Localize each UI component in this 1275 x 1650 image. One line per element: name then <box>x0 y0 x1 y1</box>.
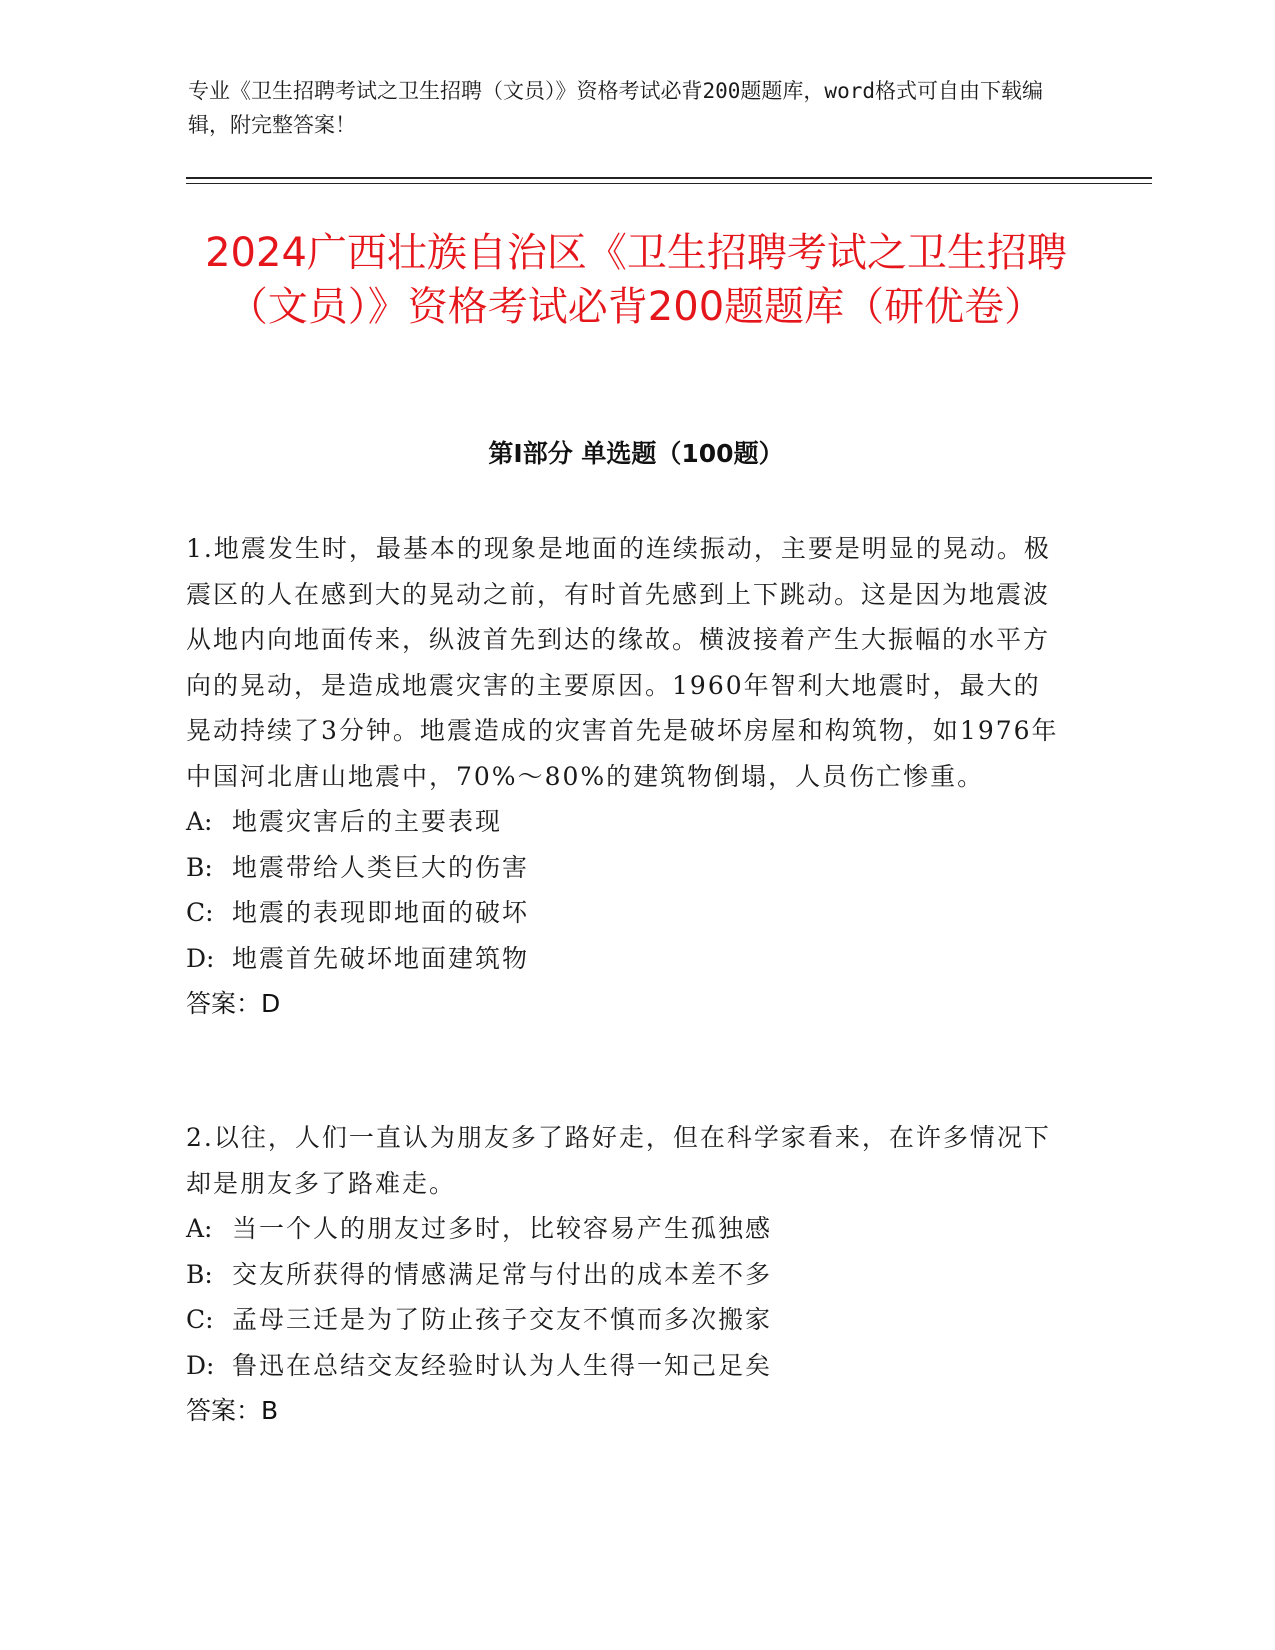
header-divider-thin <box>186 183 1152 184</box>
option-text: 交友所获得的情感满足常与付出的成本差不多 <box>232 1259 773 1289</box>
answer-line: 答案：D <box>186 989 281 1018</box>
option-key: C: <box>186 1305 214 1334</box>
header-note: 专业《卫生招聘考试之卫生招聘（文员）》资格考试必背200题题库，word格式可自由下载编辑，附完整答案！ <box>188 79 1043 137</box>
question-stem: 2.以往，人们一直认为朋友多了路好走，但在科学家看来，在许多情况下却是朋友多了路难走。 <box>186 1123 1051 1198</box>
option-text: 地震灾害后的主要表现 <box>232 807 503 836</box>
answer-line: 答案：B <box>186 1396 279 1425</box>
option-key: A: <box>186 807 213 836</box>
option-a <box>186 799 1066 845</box>
option-text: 当一个人的朋友过多时，比较容易产生孤独感 <box>232 1214 773 1243</box>
option-key: B: <box>186 1259 213 1289</box>
section-heading: 第I部分 单选题（100题） <box>488 439 784 468</box>
option-c <box>186 890 1066 936</box>
question-2 <box>186 1115 1066 1434</box>
option-text: 地震带给人类巨大的伤害 <box>232 852 530 882</box>
option-key: B: <box>186 852 213 882</box>
option-text: 鲁迅在总结交友经验时认为人生得一知己足矣 <box>232 1350 773 1380</box>
document-title: 2024广西壮族自治区《卫生招聘考试之卫生招聘（文员）》资格考试必背200题题库（研优卷） <box>205 230 1067 330</box>
option-key: D: <box>186 1350 215 1380</box>
option-d <box>186 936 1066 982</box>
option-d <box>186 1343 1066 1389</box>
option-key: A: <box>186 1214 213 1243</box>
option-key: D: <box>186 943 215 973</box>
question-stem: 1.地震发生时，最基本的现象是地面的连续振动，主要是明显的晃动。极震区的人在感到大的晃动之前，有时首先感到上下跳动。这是因为地震波从地内向地面传来，纵波首先到达的缘故。横波接着产生大振幅的水平方向的晃动，是造成地震灾害的主要原因。1960年智利大地震时，最大的晃动持续了3分钟。地震造成的灾害首先是破坏房屋和构筑物，如1976年中国河北唐山地震中，70%～80%的建筑物倒塌，人员伤亡惨重。 <box>186 534 1059 791</box>
option-a <box>186 1206 1066 1252</box>
option-text: 孟母三迁是为了防止孩子交友不慎而多次搬家 <box>232 1305 773 1334</box>
option-b <box>186 845 1066 891</box>
option-b <box>186 1252 1066 1298</box>
option-text: 地震首先破坏地面建筑物 <box>232 943 530 973</box>
option-c <box>186 1297 1066 1343</box>
question-1 <box>186 526 1066 1027</box>
option-text: 地震的表现即地面的破坏 <box>232 898 530 927</box>
option-key: C: <box>186 898 214 927</box>
header-divider-thick <box>186 177 1152 179</box>
